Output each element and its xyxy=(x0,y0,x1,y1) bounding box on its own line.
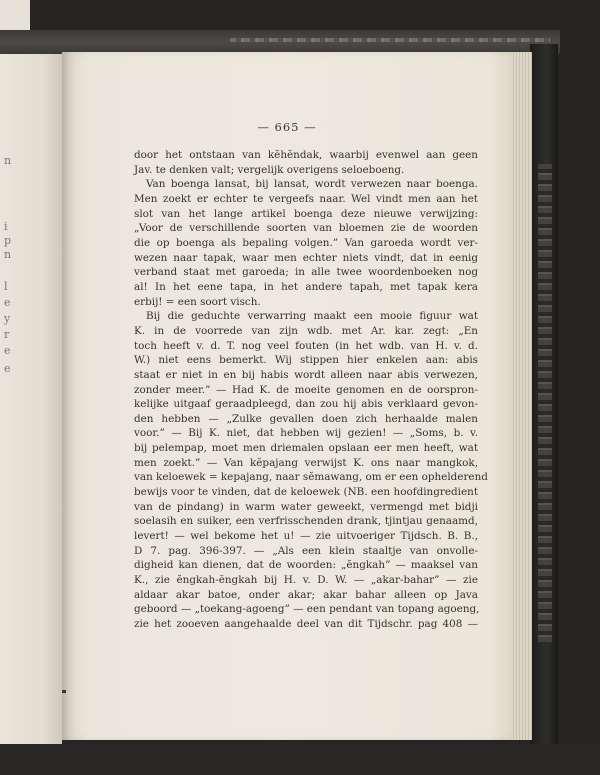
facing-page-fragment: n xyxy=(4,248,12,261)
text-line: erbij! = een soort visch. xyxy=(134,295,261,308)
text-line: K. in de voorrede van zijn wdb. met Ar. kar. zegt: „En xyxy=(134,324,478,337)
text-line: verband staat met garoeda; in alle twee woordenboeken nog xyxy=(134,266,478,279)
text-line: „Voor de verschillende soorten van bloemen zie de woorden xyxy=(134,222,478,235)
text-line: staat er niet in en bij habis wordt alleen naar abis verwezen, xyxy=(134,368,478,381)
text-line: W.) niet eens bemerkt. Wij stippen hier enkelen aan: abis xyxy=(134,354,478,367)
text-line: voor.” — Bij K. niet, dat hebben wij gezien! — „Soms, b. v. xyxy=(134,427,478,440)
facing-page-fragment: l xyxy=(4,280,8,293)
text-line: al! In het eene tapa, in het andere tapah, met tapak kera xyxy=(134,280,478,293)
text-line: levert! — wel bekome het u! — zie uitvoeriger Tijdsch. B. B., xyxy=(134,530,478,543)
text-line: van de pindang) in warm water geweekt, vermengd met bidji xyxy=(134,500,478,513)
text-line: Bij die geduchte verwarring maakt een mooie figuur wat xyxy=(146,310,478,323)
facing-page-fragment: i xyxy=(4,220,8,233)
page-number: — 665 — xyxy=(257,120,317,134)
text-line: toch heeft v. d. T. nog veel fouten (in het wdb. van H. v. d. xyxy=(134,339,478,352)
text-line: die op boenga als bepaling volgen.” Van garoeda wordt ver- xyxy=(134,236,478,249)
text-line: kelijke uitgaaf geraadpleegd, dan zou hij abis verklaard gevon- xyxy=(134,398,478,411)
text-line: Van boenga lansat, bij lansat, wordt verwezen naar boenga. xyxy=(146,178,478,191)
text-line: door het ontstaan van kĕhĕndak, waarbij evenwel aan geen xyxy=(134,149,478,161)
facing-page-fragment: r xyxy=(4,328,10,341)
text-line: K., zie ĕngkah-ĕngkah bij H. v. D. W. — „akar-bahar” — zie xyxy=(134,574,478,587)
text-line: D 7. pag. 396-397. — „Als een klein staaltje van onvolle- xyxy=(134,544,478,557)
body-text xyxy=(134,148,488,632)
book-page xyxy=(62,52,512,740)
text-line: bij pelempap, moet men driemalen opslaan eer men heeft, wat xyxy=(134,442,478,455)
text-line: wezen naar tapak, waar men echter niets vindt, dat in eenig xyxy=(134,251,478,264)
text-line: aldaar akar batoe, onder akar; akar bahar alleen op Java xyxy=(134,588,478,601)
book-cover-edge xyxy=(530,44,558,744)
text-line: geboord — „toekang-agoeng” — een pendant van topang agoeng, xyxy=(134,603,480,616)
left-page-sliver xyxy=(0,44,62,744)
text-line: men zoekt.” — Van kĕpajang verwijst K. ons naar mangkok, xyxy=(134,456,478,469)
facing-page-fragment: e xyxy=(4,296,11,309)
facing-page-fragment: n xyxy=(4,154,12,167)
crease-mark xyxy=(62,690,66,693)
facing-page-fragment: y xyxy=(4,312,11,325)
text-line: van keloewek = kepajang, naar sĕmawang, om er een ophelderend xyxy=(134,471,488,484)
facing-page-fragment: e xyxy=(4,344,11,357)
bottom-shadow xyxy=(0,744,600,775)
text-line: den hebben — „Zulke gevallen doen zich herhaalde malen xyxy=(134,412,478,425)
text-line: zie het zooeven aangehaalde deel van dit Tijdschr. pag 408 — xyxy=(134,618,478,630)
text-line: Men zoekt er echter te vergeefs naar. Wel vindt men aan het xyxy=(134,192,478,205)
text-line: zonder meer.” — Had K. de moeite genomen en de oorspron- xyxy=(134,383,478,396)
text-line: soelasih en suiker, een verfrisschenden drank, tjintjau genaamd, xyxy=(134,515,478,528)
book-binding xyxy=(0,30,560,54)
text-line: bewijs voor te vinden, dat de keloewek (NB. een hoofdingredient xyxy=(134,486,478,499)
text-line: digheid kan dienen, dat de woorden: „ĕngkah” — maaksel van xyxy=(134,559,478,572)
text-line: Jav. te denken valt; vergelijk overigens seloeboeng. xyxy=(134,163,405,176)
facing-page-fragment: e xyxy=(4,362,11,375)
text-line: slot van het lange artikel boenga deze nieuwe verwijzing: xyxy=(134,207,478,220)
facing-page-fragment: p xyxy=(4,234,12,247)
